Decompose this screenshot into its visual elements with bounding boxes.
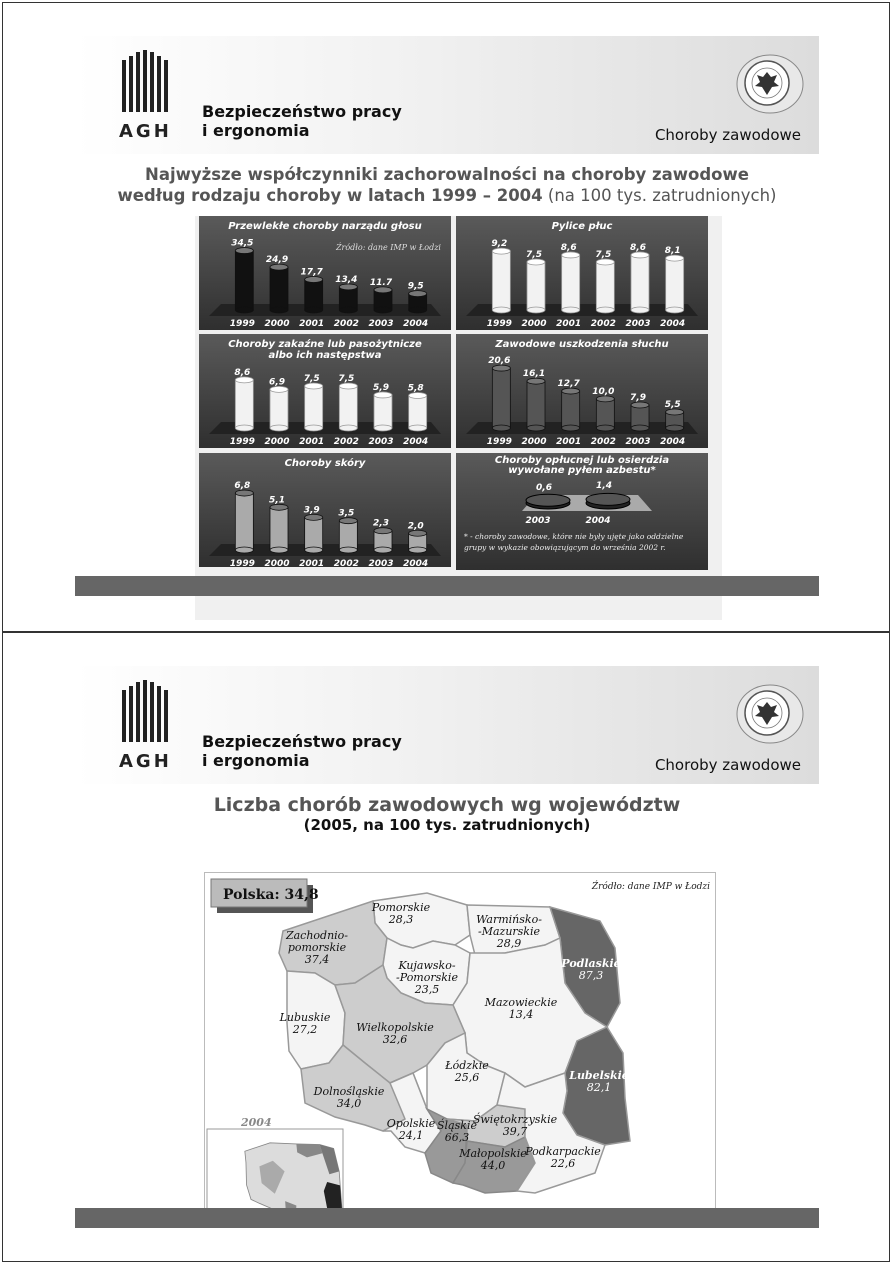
chart-bar [562, 388, 580, 431]
chart-tick-label: 2001 [556, 319, 582, 329]
inset-year-label: 2004 [241, 1116, 272, 1129]
chart-bar [492, 365, 510, 431]
chart-value-label: 1,4 [596, 481, 612, 492]
chart-tick-label: 2000 [521, 437, 547, 447]
region-name: Wielkopolskie [356, 1021, 434, 1034]
region-value: 24,1 [398, 1129, 424, 1142]
region-value: 13,4 [508, 1008, 534, 1021]
chart-value-label: 9,2 [491, 239, 508, 250]
chart-value-label: 24,9 [265, 255, 289, 266]
faculty-seal-icon [735, 683, 805, 745]
region-value: 27,2 [292, 1023, 318, 1036]
slide-header [75, 36, 819, 154]
chart-title: Zawodowe uszkodzenia słuchu [495, 339, 669, 350]
faculty-seal-icon [735, 53, 805, 115]
region-name: Podkarpackie [525, 1145, 601, 1158]
chart-bar [409, 530, 427, 553]
chart-tick-label: 2002 [333, 319, 359, 329]
region-value: 34,0 [336, 1097, 362, 1110]
chart-value-label: 20,6 [488, 356, 511, 367]
chart-bar [305, 383, 323, 431]
chart-tick-label: 2000 [521, 319, 547, 329]
chart-value-label: 8,6 [560, 242, 577, 253]
chart-value-label: 5,5 [664, 400, 681, 410]
course-title-line2: i ergonomia [202, 121, 310, 140]
region-name: Lubelskie [569, 1069, 629, 1082]
chart-title: albo ich następstwa [268, 350, 382, 361]
chart-value-label: 7,9 [630, 393, 646, 404]
region-value: 44,0 [480, 1159, 506, 1172]
charts-grid [195, 216, 722, 620]
region-name: Śląskie [437, 1119, 477, 1132]
region-name: -Mazurskie [477, 925, 541, 938]
chart-tick-label: 2003 [625, 437, 651, 447]
chart-bar [409, 291, 427, 313]
agh-logo-icon [120, 680, 170, 742]
chart-tick-label: 2004 [403, 319, 429, 329]
chart-bar [492, 248, 510, 313]
slide-2 [75, 666, 819, 1226]
chart-tick-label: 2001 [299, 319, 325, 329]
region-value: 23,5 [414, 983, 440, 996]
chart-value-label: 16,1 [522, 369, 546, 380]
region-name: Zachodnio- [285, 929, 349, 942]
chart-bar [374, 528, 392, 553]
chart-tick-label: 2001 [299, 437, 325, 447]
slide-title [75, 794, 819, 835]
chart-bar [270, 386, 288, 431]
chart-bar [374, 287, 392, 313]
chart-panel-skin [199, 453, 451, 567]
chart-tick-label: 1999 [229, 559, 255, 569]
chart-tick-label: 1999 [486, 437, 512, 447]
chart-bar [339, 518, 357, 553]
region-name: Warmińsko- [476, 913, 542, 926]
region-name: Świętokrzyskie [472, 1113, 558, 1126]
chart-bar [409, 393, 427, 431]
chart-footnote: grupy w wykazie obowiązującym do września 2002 r. [464, 543, 666, 552]
chart-panel-asbestos [456, 453, 708, 570]
chart-tick-label: 2003 [625, 319, 651, 329]
region-name: Podlaskie [561, 957, 621, 970]
chart-panel-voice [199, 216, 451, 330]
region-value: 82,1 [586, 1081, 612, 1094]
region-value: 28,9 [496, 937, 522, 950]
chart-bar [666, 409, 684, 431]
chart-tick-label: 2000 [264, 437, 290, 447]
region-name: pomorskie [287, 941, 347, 954]
chart-tick-label: 2001 [556, 437, 582, 447]
chart-bar [235, 490, 253, 553]
chart-tick-label: 2002 [590, 319, 616, 329]
chart-value-label: 9,5 [407, 281, 424, 292]
chart-tick-label: 2003 [368, 437, 394, 447]
chart-bar [527, 378, 545, 431]
region-value: 87,3 [578, 969, 604, 982]
chart-value-label: 8,6 [234, 367, 251, 378]
region-value: 28,3 [388, 913, 414, 926]
region-value: 25,6 [454, 1071, 480, 1084]
chart-tick-label: 2000 [264, 559, 290, 569]
title-line-1: Liczba chorób zawodowych wg województw [213, 794, 681, 816]
chart-tick-label: 2003 [368, 319, 394, 329]
chart-bar [305, 277, 323, 313]
chart-value-label: 7,5 [338, 374, 355, 384]
topic-label: Choroby zawodowe [654, 756, 801, 774]
chart-title: Choroby zakaźne lub pasożytnicze [228, 339, 422, 350]
chart-value-label: 8,1 [664, 246, 681, 257]
region-value: 66,3 [444, 1131, 470, 1144]
region-value: 37,4 [304, 953, 330, 966]
chart-value-label: 5,1 [269, 495, 285, 506]
course-title-line1: Bezpieczeństwo pracy [202, 102, 402, 121]
chart-value-label: 2,3 [373, 518, 389, 529]
course-title-line2: i ergonomia [202, 751, 310, 770]
chart-bar [526, 494, 570, 509]
region-value: 22,6 [550, 1157, 576, 1170]
chart-value-label: 7,5 [526, 250, 542, 260]
chart-hearing [456, 334, 708, 448]
voivodeship-map [204, 872, 716, 1220]
chart-bar [339, 284, 357, 313]
map-source: Źródło: dane IMP w Łodzi [591, 882, 710, 892]
topic-label: Choroby zawodowe [654, 126, 801, 144]
chart-tick-label: 2001 [299, 559, 325, 569]
chart-source: Źródło: dane IMP w Łodzi [335, 243, 441, 252]
chart-bar [631, 252, 649, 313]
chart-bar [666, 255, 684, 313]
footer-bar [75, 1208, 819, 1228]
chart-panel-pneumoconiosis [456, 216, 708, 330]
region-name: Łódzkie [445, 1059, 489, 1072]
chart-value-label: 6,9 [269, 377, 285, 388]
chart-bar [374, 392, 392, 431]
course-title-line1: Bezpieczeństwo pracy [202, 732, 402, 751]
chart-title: Choroby skóry [284, 458, 366, 469]
total-badge-label: Polska: 34,8 [223, 887, 319, 903]
chart-bar [586, 493, 630, 509]
slide-header [75, 666, 819, 784]
region-name: Mazowieckie [484, 996, 558, 1009]
chart-footnote: * - choroby zawodowe, które nie były ujęte jako oddzielne [464, 532, 684, 541]
chart-tick-label: 1999 [229, 437, 255, 447]
chart-infectious [199, 334, 451, 448]
chart-bar [596, 259, 614, 313]
region-value: 32,6 [382, 1033, 408, 1046]
chart-voice [199, 216, 451, 330]
chart-tick-label: 2002 [333, 559, 359, 569]
chart-tick-label: 2004 [660, 437, 686, 447]
chart-value-label: 2,0 [407, 521, 424, 532]
chart-tick-label: 1999 [486, 319, 512, 329]
chart-tick-label: 2003 [525, 516, 551, 526]
agh-logo-icon [120, 50, 170, 112]
title-line-2: (2005, na 100 tys. zatrudnionych) [303, 816, 591, 834]
poland-map [205, 873, 715, 1219]
title-line-1: Najwyższe współczynniki zachorowalności na choroby zawodowe [145, 165, 749, 184]
slide-title [75, 164, 819, 206]
chart-value-label: 17,7 [300, 267, 323, 278]
chart-bar [305, 514, 323, 553]
region-value: 39,7 [502, 1125, 528, 1138]
chart-bar [527, 259, 545, 313]
chart-tick-label: 2002 [590, 437, 616, 447]
chart-value-label: 3,5 [338, 508, 355, 519]
slide-1 [75, 36, 819, 596]
chart-value-label: 10,0 [592, 386, 615, 397]
chart-value-label: 0,6 [536, 482, 552, 493]
chart-value-label: 6,8 [234, 481, 251, 492]
chart-skin [199, 453, 451, 567]
chart-bar [596, 396, 614, 431]
chart-bar [562, 252, 580, 313]
chart-value-label: 3,9 [303, 505, 320, 516]
region-name: -Pomorskie [396, 971, 458, 984]
chart-value-label: 12,7 [557, 379, 580, 390]
chart-value-label: 5,9 [373, 382, 389, 393]
chart-title: Choroby opłucnej lub osierdzia [494, 455, 670, 466]
chart-tick-label: 2003 [368, 559, 394, 569]
chart-value-label: 13,4 [335, 274, 358, 285]
chart-tick-label: 1999 [229, 319, 255, 329]
chart-tick-label: 2004 [585, 516, 611, 526]
agh-wordmark: AGH [119, 751, 172, 772]
chart-bar [270, 264, 288, 313]
title-line-2-note: (na 100 tys. zatrudnionych) [542, 186, 777, 205]
chart-tick-label: 2004 [660, 319, 686, 329]
chart-title: wywołane pyłem azbestu* [508, 465, 656, 476]
chart-value-label: 11.7 [369, 277, 393, 288]
agh-wordmark: AGH [119, 121, 172, 142]
region-name: Pomorskie [371, 901, 431, 914]
course-title [202, 732, 402, 770]
chart-pneumoconiosis [456, 216, 708, 330]
course-title [202, 102, 402, 140]
chart-tick-label: 2004 [403, 559, 429, 569]
chart-title: Przewlekłe choroby narządu głosu [228, 221, 422, 232]
footer-bar [75, 576, 819, 596]
chart-bar [631, 402, 649, 431]
title-line-2 [75, 185, 819, 206]
region-name: Małopolskie [459, 1147, 527, 1160]
region-name: Dolnośląskie [313, 1085, 385, 1098]
chart-value-label: 34,5 [231, 238, 254, 249]
chart-tick-label: 2004 [403, 437, 429, 447]
chart-value-label: 5,8 [407, 383, 424, 394]
chart-bar [235, 248, 253, 313]
chart-title: Pylice płuc [551, 221, 613, 232]
title-line-2-bold: według rodzaju choroby w latach 1999 – 2004 [117, 186, 543, 205]
region-name: Kujawsko- [398, 959, 456, 972]
chart-tick-label: 2002 [333, 437, 359, 447]
chart-value-label: 7,5 [303, 374, 320, 384]
chart-bar [339, 383, 357, 431]
chart-value-label: 7,5 [595, 250, 612, 260]
chart-bar [270, 504, 288, 553]
chart-asbestos [456, 453, 708, 570]
chart-panel-infectious [199, 334, 451, 448]
chart-tick-label: 2000 [264, 319, 290, 329]
region-name: Opolskie [386, 1117, 436, 1130]
chart-panel-hearing [456, 334, 708, 448]
chart-value-label: 8,6 [630, 242, 646, 253]
region-name: Lubuskie [279, 1011, 331, 1024]
chart-bar [235, 377, 253, 431]
